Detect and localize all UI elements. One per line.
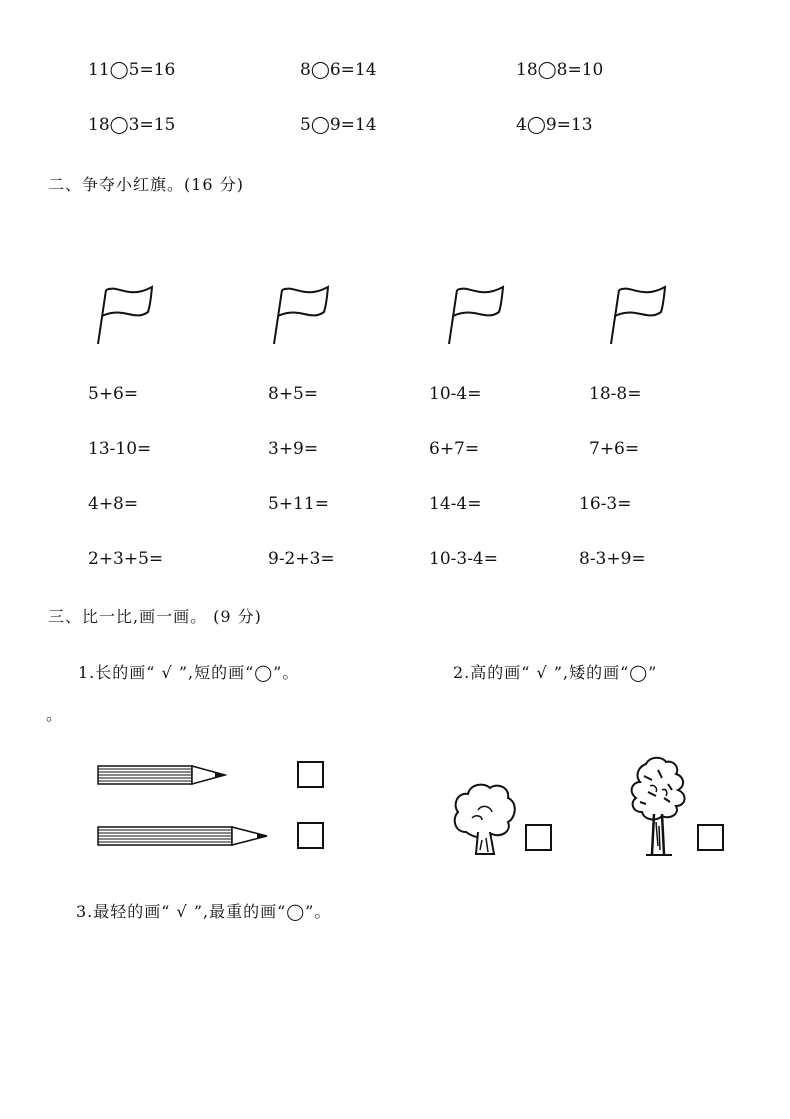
arithmetic-problem: 2+3+5= bbox=[88, 549, 164, 569]
section-2-title: 二、争夺小红旗。(16 分) bbox=[48, 175, 244, 194]
flag-icon bbox=[609, 284, 671, 346]
equation: 11◯5=16 bbox=[88, 60, 176, 80]
arithmetic-problem: 14-4= bbox=[429, 494, 482, 514]
arithmetic-problem: 10-3-4= bbox=[429, 549, 498, 569]
answer-box-short-pencil[interactable] bbox=[297, 761, 324, 788]
arithmetic-problem: 16-3= bbox=[579, 494, 632, 514]
arithmetic-problem: 3+9= bbox=[268, 439, 319, 459]
flag-icon bbox=[96, 284, 158, 346]
arithmetic-problem: 5+6= bbox=[88, 384, 139, 404]
equation: 8◯6=14 bbox=[300, 60, 377, 80]
short-pencil-icon bbox=[97, 764, 227, 786]
answer-box-tall-tree[interactable] bbox=[697, 824, 724, 851]
arithmetic-problem: 5+11= bbox=[268, 494, 329, 514]
arithmetic-problem: 7+6= bbox=[589, 439, 640, 459]
equation: 18◯8=10 bbox=[516, 60, 604, 80]
arithmetic-problem: 8-3+9= bbox=[579, 549, 646, 569]
question-1: 1.长的画“ √ ”,短的画“◯”。 bbox=[78, 663, 300, 682]
answer-box-long-pencil[interactable] bbox=[297, 822, 324, 849]
arithmetic-problem: 6+7= bbox=[429, 439, 480, 459]
answer-box-short-tree[interactable] bbox=[525, 824, 552, 851]
short-tree-icon bbox=[452, 782, 518, 858]
flag-icon bbox=[272, 284, 334, 346]
section-3-title: 三、比一比,画一画。 (9 分) bbox=[48, 607, 262, 626]
arithmetic-problem: 8+5= bbox=[268, 384, 319, 404]
arithmetic-problem: 9-2+3= bbox=[268, 549, 335, 569]
tall-tree-icon bbox=[628, 756, 690, 858]
long-pencil-icon bbox=[97, 825, 269, 847]
question-3: 3.最轻的画“ √ ”,最重的画“◯”。 bbox=[76, 902, 332, 921]
flag-icon bbox=[447, 284, 509, 346]
question-2-tail: 。 bbox=[46, 705, 64, 724]
question-2: 2.高的画“ √ ”,矮的画“◯” bbox=[453, 663, 658, 682]
arithmetic-problem: 13-10= bbox=[88, 439, 152, 459]
arithmetic-problem: 18-8= bbox=[589, 384, 642, 404]
arithmetic-problem: 10-4= bbox=[429, 384, 482, 404]
arithmetic-problem: 4+8= bbox=[88, 494, 139, 514]
equation: 18◯3=15 bbox=[88, 115, 176, 135]
equation: 4◯9=13 bbox=[516, 115, 593, 135]
equation: 5◯9=14 bbox=[300, 115, 377, 135]
